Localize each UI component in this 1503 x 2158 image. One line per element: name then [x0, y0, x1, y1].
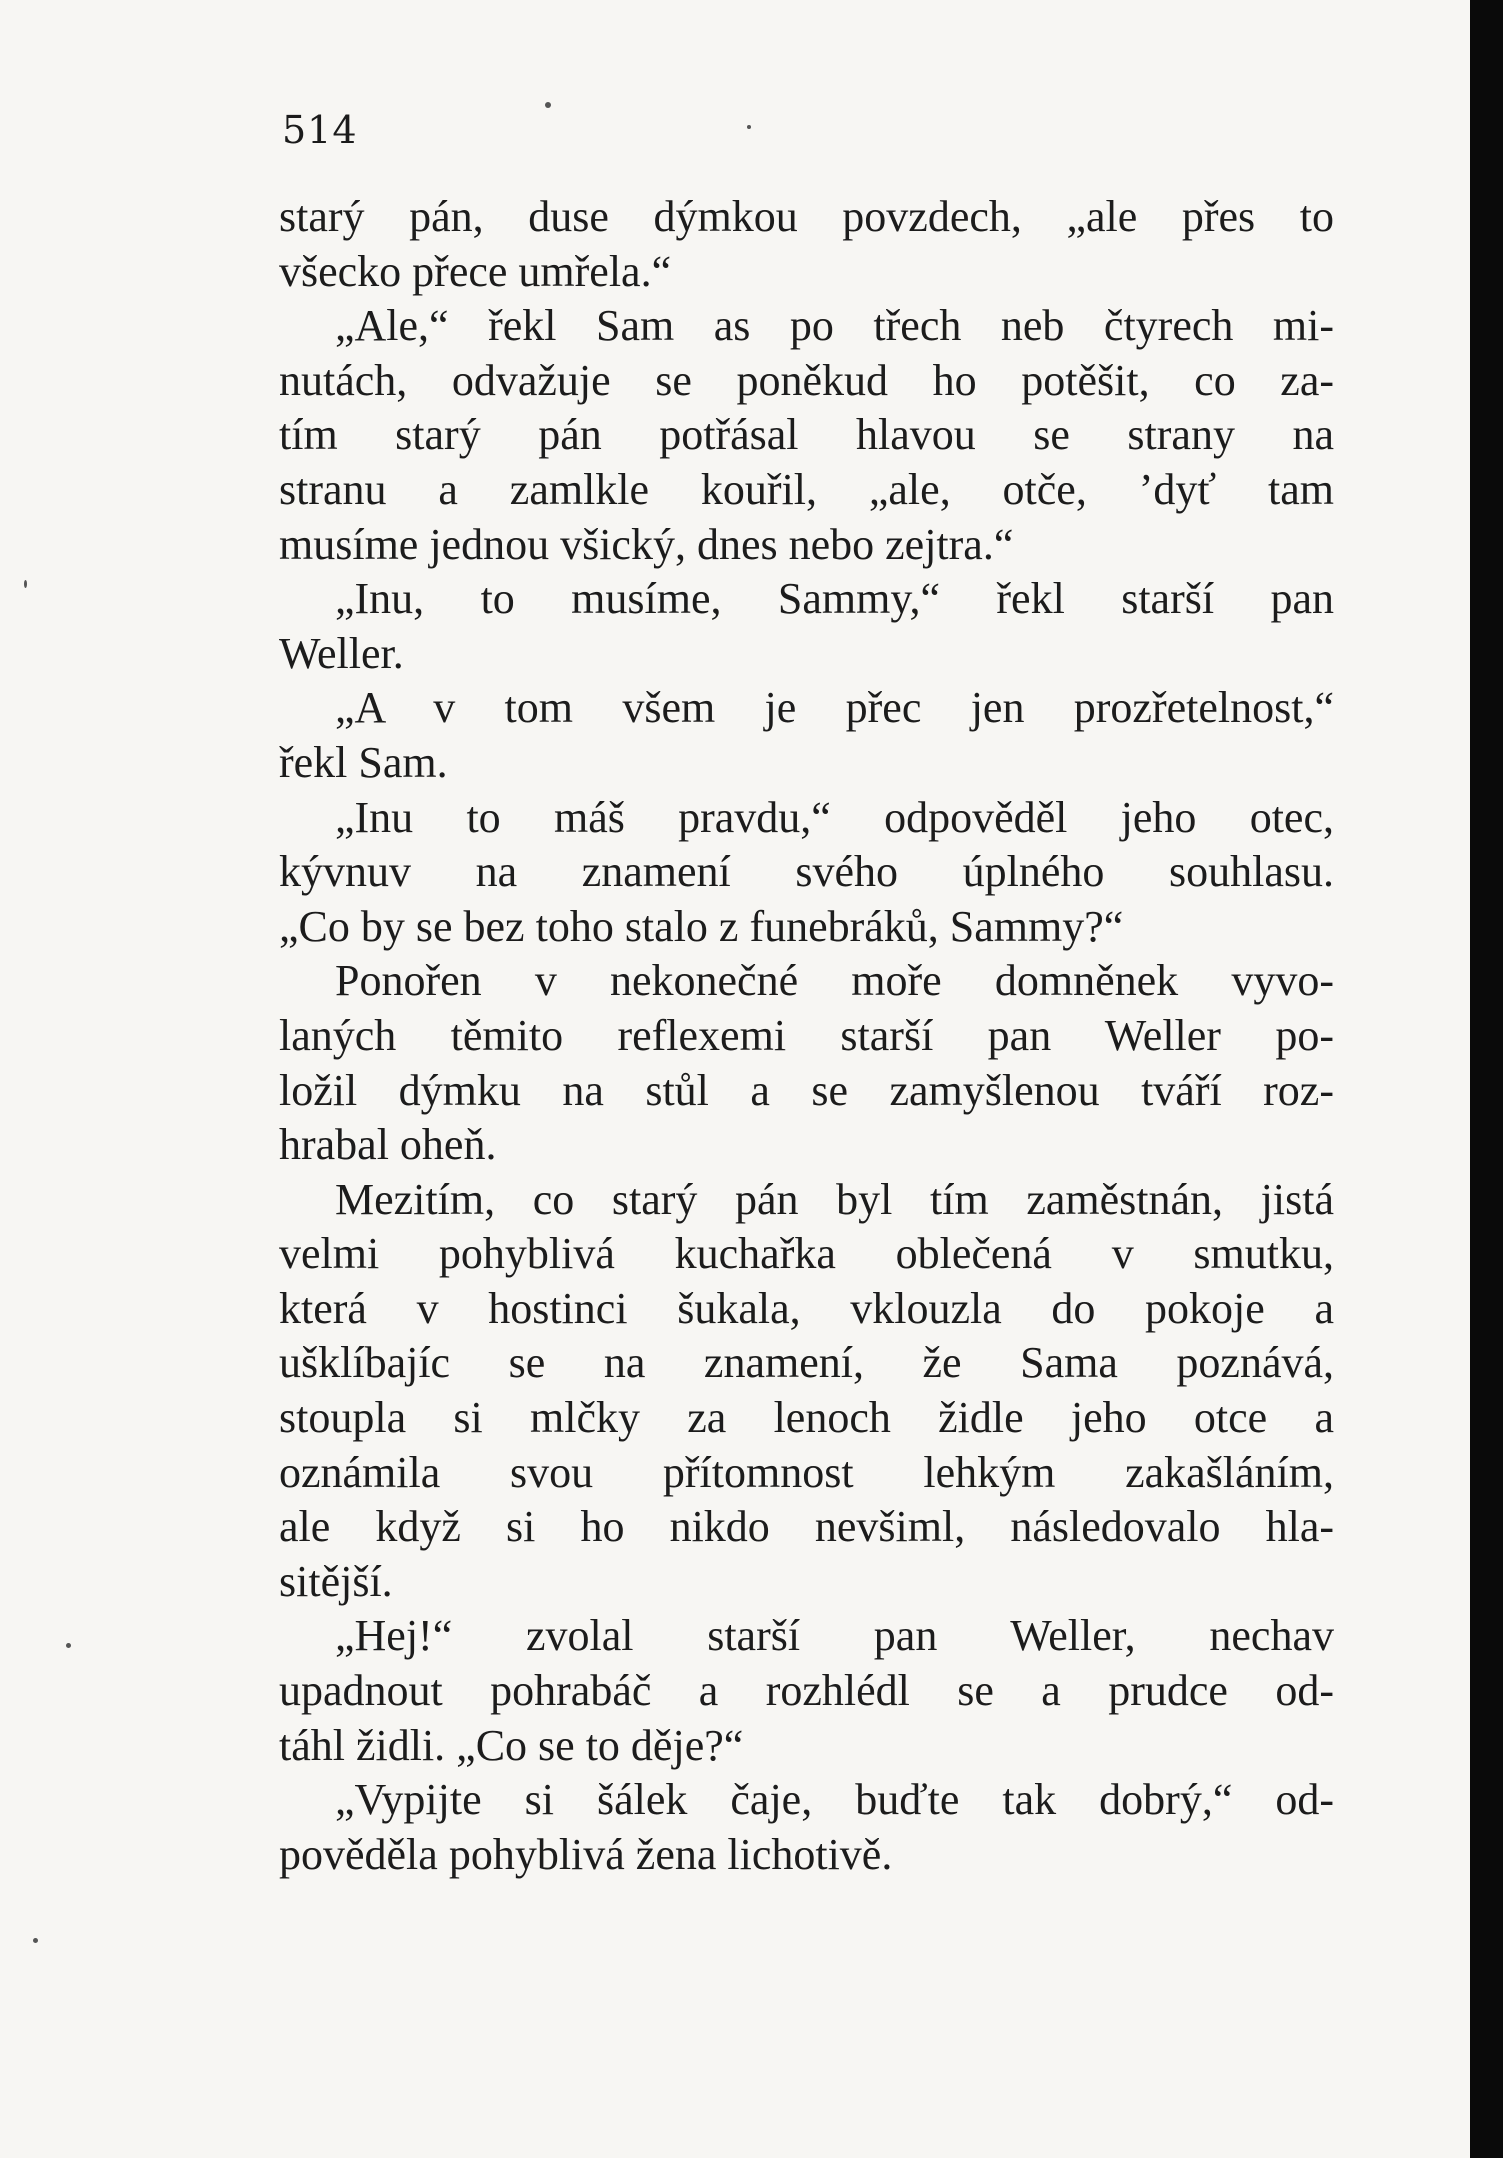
page-edge-shadow — [1470, 0, 1503, 2158]
text-line: „Inu, to musíme, Sammy,“ řekl starší pan — [335, 574, 1334, 624]
text-line: tím starý pán potřásal hlavou se strany na — [279, 410, 1334, 460]
text-line: velmi pohyblivá kuchařka oblečená v smutku, — [279, 1229, 1334, 1279]
scan-speck — [33, 1938, 38, 1943]
scan-speck — [747, 125, 751, 129]
text-line: kývnuv na znamení svého úplného souhlasu. — [279, 847, 1334, 897]
text-line: stranu a zamlkle kouřil, „ale, otče, ’dyť tam — [279, 464, 1334, 514]
text-line: „Inu to máš pravdu,“ odpověděl jeho otec, — [335, 792, 1334, 842]
text-line: „Co by se bez toho stalo z funebráků, Sammy?“ — [279, 901, 1124, 951]
scan-speck — [545, 102, 551, 108]
text-line: řekl Sam. — [279, 737, 448, 787]
text-line: musíme jednou všický, dnes nebo zejtra.“ — [279, 519, 1014, 569]
text-line: která v hostinci šukala, vklouzla do pokoje a — [279, 1283, 1334, 1333]
text-line: sitější. — [279, 1556, 393, 1606]
text-line: ložil dýmku na stůl a se zamyšlenou tváří roz- — [279, 1065, 1334, 1115]
scan-speck — [66, 1643, 71, 1648]
text-line: laných těmito reflexemi starší pan Weller po- — [279, 1010, 1334, 1060]
page-text — [279, 190, 1334, 1882]
text-line: upadnout pohrabáč a rozhlédl se a prudce od- — [279, 1666, 1334, 1716]
text-line: „Ale,“ řekl Sam as po třech neb čtyrech mi- — [335, 301, 1334, 351]
text-line: Weller. — [279, 628, 404, 678]
text-line: hrabal oheň. — [279, 1120, 497, 1170]
text-line: starý pán, duse dýmkou povzdech, „ale přes to — [279, 192, 1334, 241]
text-line: „A v tom všem je přec jen prozřetelnost,“ — [335, 683, 1334, 733]
text-line: pověděla pohyblivá žena lichotivě. — [279, 1829, 893, 1879]
text-line: Mezitím, co starý pán byl tím zaměstnán, jistá — [335, 1174, 1334, 1224]
text-line: ušklíbajíc se na znamení, že Sama poznává, — [279, 1338, 1334, 1388]
text-line: „Vypijte si šálek čaje, buďte tak dobrý,“ od- — [335, 1775, 1334, 1825]
page-number: 514 — [282, 108, 358, 152]
text-line: stoupla si mlčky za lenoch židle jeho otce a — [279, 1393, 1334, 1443]
text-line: Ponořen v nekonečné moře domněnek vyvo- — [335, 956, 1334, 1006]
text-line: táhl židli. „Co se to děje?“ — [279, 1720, 744, 1770]
text-line: „Hej!“ zvolal starší pan Weller, nechav — [335, 1611, 1334, 1661]
text-line: ale když si ho nikdo nevšiml, následovalo hla- — [279, 1502, 1334, 1552]
text-line: oznámila svou přítomnost lehkým zakašláním, — [279, 1447, 1334, 1497]
text-line: všecko přece umřela.“ — [279, 246, 672, 296]
text-line: nutách, odvažuje se poněkud ho potěšit, co za- — [279, 355, 1334, 405]
scan-speck — [24, 580, 27, 588]
